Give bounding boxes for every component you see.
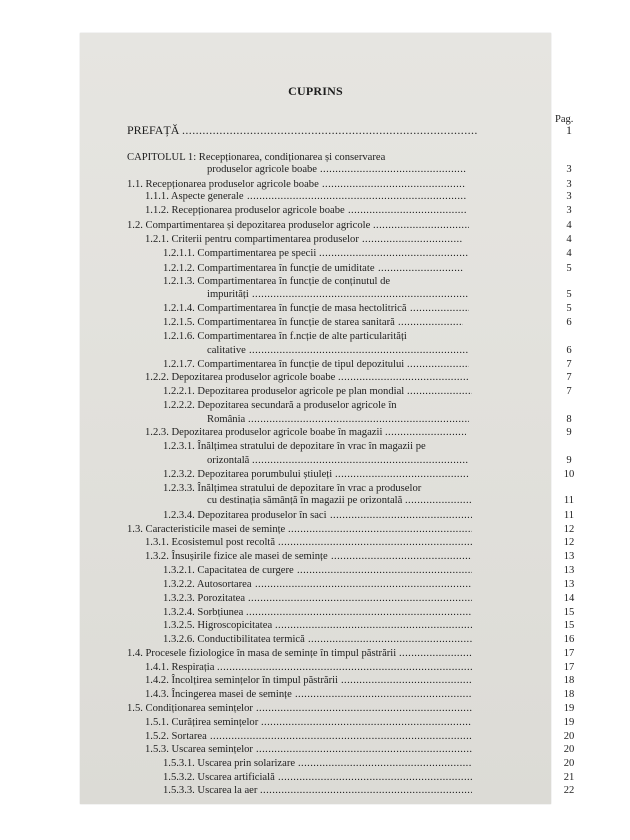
toc-entry-page: 17	[563, 662, 575, 673]
page-title: CUPRINS	[288, 84, 343, 98]
toc-entry	[80, 247, 572, 260]
toc-entry-title: 1.3.2. Însușirile fizice ale masei de semințe	[145, 551, 328, 562]
dot-leader	[319, 247, 469, 260]
toc-entry	[80, 316, 572, 329]
toc-entry	[80, 358, 572, 371]
dot-leader	[256, 702, 472, 715]
toc-entry	[80, 592, 575, 605]
toc-entry-page: 5	[566, 289, 572, 300]
toc-entry-title: 1.1.1. Aspecte generale	[145, 191, 244, 202]
dot-leader	[348, 204, 466, 217]
toc-entry-page: 12	[563, 524, 575, 535]
toc-entry-title: 1.5.1. Curățirea semințelor	[145, 717, 259, 728]
toc-entry-title: 1.2.1.4. Compartimentarea în funcție de masa hectolitrică	[163, 303, 407, 314]
dot-leader	[247, 190, 466, 203]
dot-leader	[248, 592, 472, 605]
dot-leader	[407, 385, 472, 398]
toc-entry-page: 13	[563, 565, 575, 576]
toc-entry-title: 1.2.3.2. Depozitarea porumbului știuleți	[163, 469, 333, 480]
toc-entry-page: 9	[566, 455, 572, 466]
toc-entry-title: 1.3.2.2. Autosortarea	[163, 579, 252, 590]
toc-entry	[80, 413, 572, 426]
toc-entry-title: 1.4.3. Încingerea masei de semințe	[145, 689, 292, 700]
toc-entry-title: 1.2.3.1. Înălțimea stratului de depozitare în vrac în magazii pe	[163, 441, 426, 452]
toc-entry-title: 1.3.2.6. Conductibilitatea termică	[163, 634, 305, 645]
toc-entry-page: 8	[566, 414, 572, 425]
dot-leader	[261, 716, 472, 729]
dot-leader	[320, 163, 466, 176]
toc-entry-title: 1.2.3.3. Înălțimea stratului de depozitare în vrac a produselor	[163, 483, 422, 494]
dot-leader	[295, 688, 472, 701]
toc-entry-title: impurități	[207, 289, 249, 300]
dot-leader	[410, 302, 469, 315]
dot-leader	[252, 288, 469, 301]
toc-entry-page: 14	[563, 593, 575, 604]
toc-entry-page: 13	[563, 579, 575, 590]
dot-leader	[407, 358, 469, 371]
toc-entry-page: 20	[563, 731, 575, 742]
toc-entry-title: 1.5.3.3. Uscarea la aer	[163, 785, 258, 796]
toc-entry-page: 17	[563, 648, 575, 659]
toc-entry-title: CAPITOLUL 1: Recepționarea, condiționarea și conservarea	[127, 152, 386, 163]
toc-entry	[80, 550, 575, 563]
toc-entry-page: 3	[566, 191, 572, 202]
dot-leader	[335, 468, 469, 481]
toc-entry-title: 1.2.2.2. Depozitarea secundară a produselor agricole în	[163, 400, 397, 411]
dot-leader	[362, 233, 463, 246]
toc-entry-page: 5	[566, 303, 572, 314]
toc-entry-page: 20	[563, 744, 575, 755]
dot-leader	[260, 784, 472, 797]
toc-entry-title: 1.5.3.2. Uscarea artificială	[163, 772, 275, 783]
toc-entry-page: 3	[566, 164, 572, 175]
toc-entry	[80, 633, 575, 646]
toc-entry	[80, 716, 575, 729]
toc-entry	[80, 454, 572, 467]
toc-entry	[80, 123, 572, 137]
toc-entry	[80, 399, 551, 412]
toc-entry-page: 18	[563, 675, 575, 686]
dot-leader	[331, 550, 472, 563]
dot-leader	[405, 494, 472, 507]
toc-entry	[80, 344, 572, 357]
toc-entry-page: 15	[563, 620, 575, 631]
toc-entry-title: produselor agricole boabe	[207, 164, 318, 175]
toc-entry	[80, 702, 575, 715]
toc-entry-page: 7	[566, 372, 572, 383]
toc-entry	[80, 468, 575, 481]
toc-entry-title: 1.3.2.5. Higroscopicitatea	[163, 620, 273, 631]
toc-entry	[80, 647, 575, 660]
toc-entry-page: 15	[563, 607, 575, 618]
toc-entry-title: 1.2.1.5. Compartimentarea în funcție de starea sanitară	[163, 317, 395, 328]
toc-entry-title: 1.3. Caracteristicile masei de semințe	[127, 524, 286, 535]
toc-entry-title: România	[207, 414, 246, 425]
dot-leader	[275, 619, 472, 632]
toc-entry-page: 4	[566, 248, 572, 259]
toc-entry-page: 19	[563, 717, 575, 728]
toc-entry-title: 1.2.1.1. Compartimentarea pe specii	[163, 248, 317, 259]
toc-entry	[80, 578, 575, 591]
toc-entry	[80, 385, 572, 398]
toc-entry	[80, 606, 575, 619]
toc-entry-page: 18	[563, 689, 575, 700]
toc-entry-title: 1.5. Condiționarea semințelor	[127, 703, 253, 714]
dot-leader	[248, 413, 469, 426]
toc-entry	[80, 523, 575, 536]
dot-leader	[385, 426, 466, 439]
toc-entry	[80, 233, 572, 246]
dot-leader	[298, 757, 472, 770]
toc-entry-title: 1.2.2.1. Depozitarea produselor agricole pe plan mondial	[163, 386, 405, 397]
dot-leader	[398, 316, 463, 329]
toc-entry	[80, 371, 572, 384]
dot-leader	[399, 647, 472, 660]
toc-entry-page: 20	[563, 758, 575, 769]
dot-leader	[330, 509, 472, 522]
page-column-label: Pag.	[555, 114, 574, 125]
toc-entry-page: 4	[566, 234, 572, 245]
toc-entry-page: 11	[563, 495, 575, 506]
toc-entry	[80, 509, 575, 522]
toc-entry	[80, 743, 575, 756]
toc-entry-page: 10	[563, 469, 575, 480]
toc-entry-title: 1.3.2.1. Capacitatea de curgere	[163, 565, 294, 576]
toc-entry	[80, 494, 575, 507]
toc-entry-title: 1.4. Procesele fiziologice în masa de semințe în timpul păstrării	[127, 648, 397, 659]
toc-entry	[80, 204, 572, 217]
dot-leader	[373, 219, 469, 232]
toc-entry-title: 1.3.2.3. Porozitatea	[163, 593, 246, 604]
toc-entry-title: 1.2.1. Criterii pentru compartimentarea produselor	[145, 234, 359, 245]
toc-entry-title: 1.5.2. Sortarea	[145, 731, 207, 742]
dot-leader	[210, 730, 472, 743]
toc-entry	[80, 564, 575, 577]
toc-entry	[80, 163, 572, 176]
toc-entry	[80, 784, 575, 797]
toc-entry-page: 9	[566, 427, 572, 438]
toc-entry-title: 1.1. Recepționarea produselor agricole boabe	[127, 179, 319, 190]
toc-entry-title: 1.2.1.6. Compartimentarea în f.ncție de alte particularități	[163, 331, 407, 342]
toc-entry-page: 13	[563, 551, 575, 562]
toc-entry	[80, 426, 572, 439]
dot-leader	[297, 564, 472, 577]
toc-entry	[80, 771, 575, 784]
toc-entry-page: 12	[563, 537, 575, 548]
toc-entry	[80, 288, 572, 301]
dot-leader	[338, 371, 469, 384]
dot-leader	[182, 124, 477, 137]
toc-entry-title: 1.5.3.1. Uscarea prin solarizare	[163, 758, 296, 769]
toc-entry	[80, 674, 575, 687]
toc-entry-title: PREFAȚĂ	[127, 123, 180, 137]
toc-entry-page: 22	[563, 785, 575, 796]
toc-entry-title: calitative	[207, 345, 246, 356]
toc-entry-title: 1.4.2. Încolțirea semințelor în timpul păstrării	[145, 675, 338, 686]
toc-entry-page: 3	[566, 205, 572, 216]
dot-leader	[255, 578, 472, 591]
toc-entry-page: 19	[563, 703, 575, 714]
toc-entry-page: 3	[566, 179, 572, 190]
toc-entry-title: 1.2.3. Depozitarea produselor agricole boabe în magazii	[145, 427, 383, 438]
dot-leader	[246, 606, 472, 619]
dot-leader	[256, 743, 472, 756]
toc-entry-title: 1.2.1.3. Compartimentarea în funcție de conținutul de	[163, 276, 391, 287]
toc-entry-page: 6	[566, 317, 572, 328]
toc-entry-title: 1.2.2. Depozitarea produselor agricole boabe	[145, 372, 336, 383]
toc-entry-title: 1.2.1.7. Compartimentarea în funcție de tipul depozitului	[163, 359, 405, 370]
dot-leader	[278, 771, 472, 784]
toc-entry	[80, 302, 572, 315]
toc-entry-title: 1.2.1.2. Compartimentarea în funcție de umiditate	[163, 263, 375, 274]
toc-entry	[80, 730, 575, 743]
toc-entry-title: 1.3.2.4. Sorbțiunea	[163, 607, 244, 618]
toc-entry-title: orizontală	[207, 455, 250, 466]
book-page	[80, 33, 575, 804]
toc-entry	[80, 219, 572, 232]
toc-entry	[80, 619, 575, 632]
toc-entry-title: 1.3.1. Ecosistemul post recoltă	[145, 537, 276, 548]
toc-entry	[80, 688, 575, 701]
toc-entry-title: 1.4.1. Respirația	[145, 662, 215, 673]
toc-entry	[80, 330, 551, 343]
dot-leader	[288, 523, 472, 536]
dot-leader	[378, 262, 463, 275]
dot-leader	[217, 661, 472, 674]
toc-entry-page: 16	[563, 634, 575, 645]
toc-entry-title: 1.5.3. Uscarea semințelor	[145, 744, 253, 755]
toc-entry-page: 7	[566, 386, 572, 397]
toc-entry-title: 1.1.2. Recepționarea produselor agricole boabe	[145, 205, 345, 216]
toc-entry-page: 7	[566, 359, 572, 370]
toc-entry-page: 6	[566, 345, 572, 356]
toc-entry-page: 1	[566, 123, 572, 137]
toc-entry	[80, 536, 575, 549]
toc-entry-page: 21	[563, 772, 575, 783]
toc-entry-page: 5	[566, 263, 572, 274]
dot-leader	[308, 633, 472, 646]
toc-entry-page: 11	[563, 510, 575, 521]
dot-leader	[341, 674, 472, 687]
dot-leader	[278, 536, 472, 549]
toc-entry	[80, 190, 572, 203]
toc-entry-title: 1.2. Compartimentarea și depozitarea produselor agricole	[127, 220, 371, 231]
toc-entry-page: 4	[566, 220, 572, 231]
toc-entry	[80, 757, 575, 770]
toc-entry-title: cu destinația sămânță în magazii pe orizontală	[207, 495, 403, 506]
dot-leader	[252, 454, 469, 467]
dot-leader	[249, 344, 469, 357]
toc-entry	[80, 661, 575, 674]
toc-entry	[80, 262, 572, 275]
toc-entry	[80, 440, 551, 453]
toc-entry-title: 1.2.3.4. Depozitarea produselor în saci	[163, 510, 327, 521]
toc-entry	[80, 275, 551, 288]
